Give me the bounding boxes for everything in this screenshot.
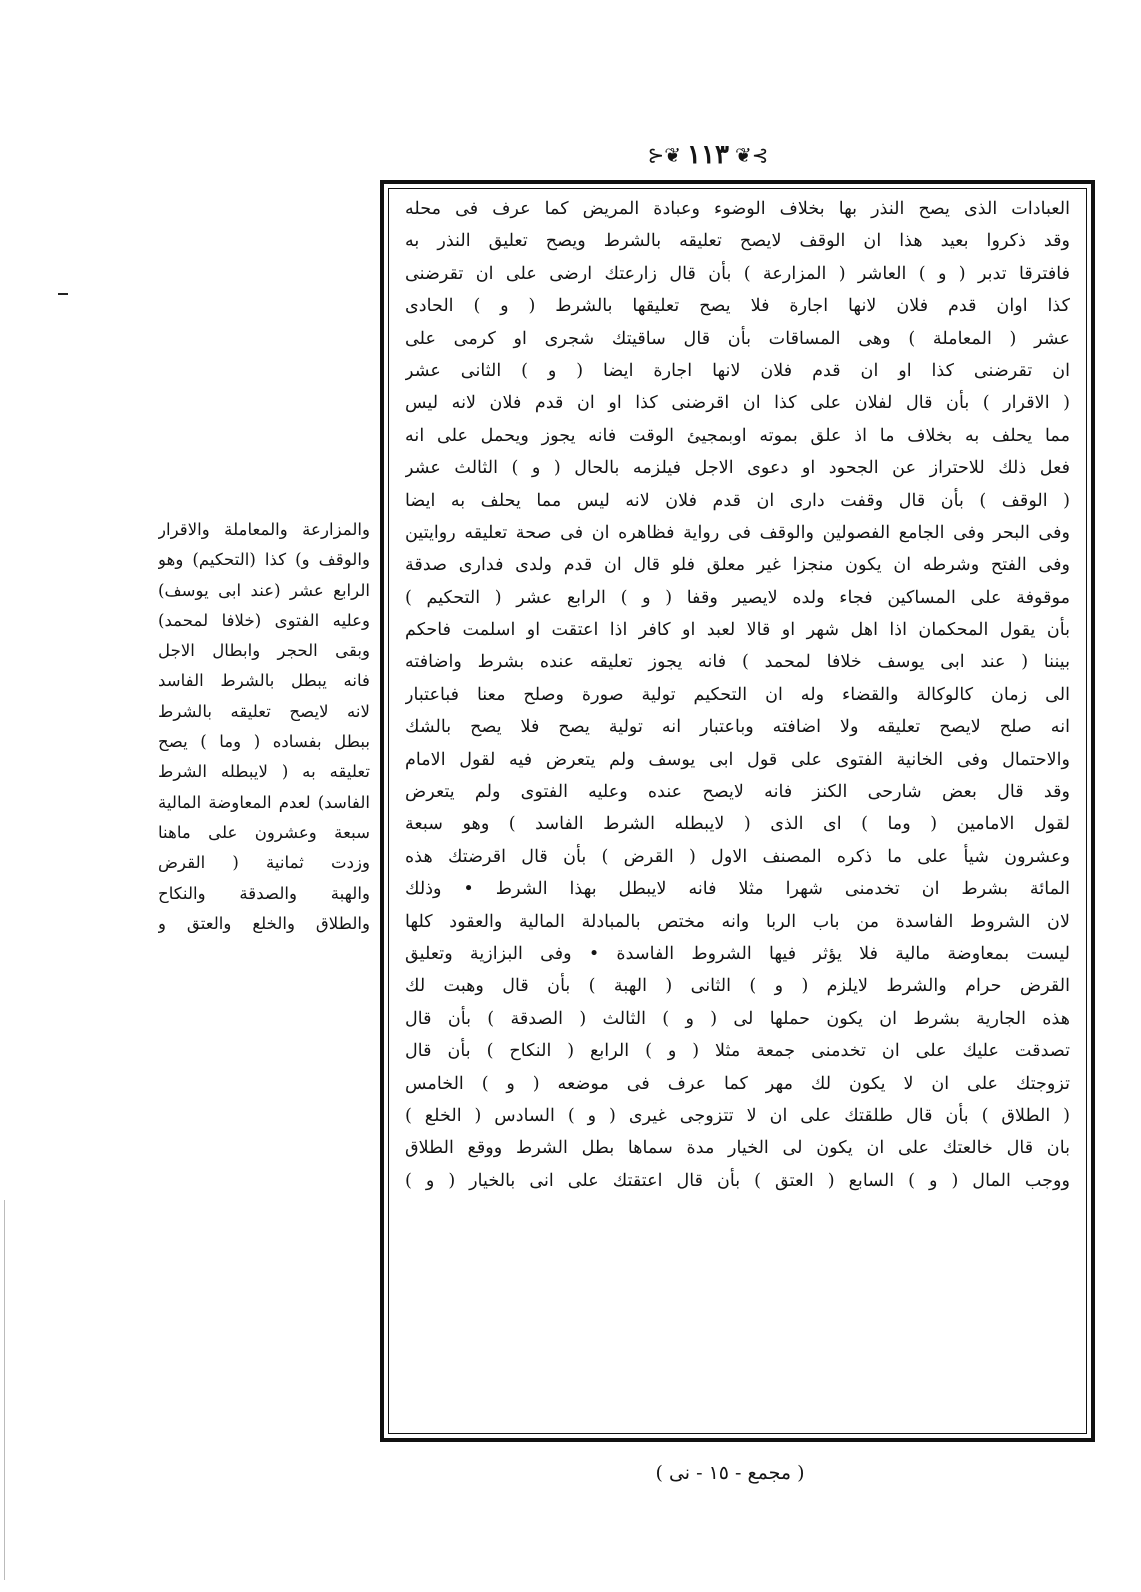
main-text-line: بيننا ( عند ابى يوسف خلافا لمحمد ) فانه يجوز تعليقه عنده بشرط واضافته (405, 652, 1070, 673)
main-text-line: وقد ذكروا بعيد هذا ان الوقف لايصح تعليقه بالشرط ويصح تعليق النذر به (405, 231, 1070, 252)
side-commentary (158, 515, 370, 939)
signature-mark: ( مجمع - ١٥ - نى ) (655, 1462, 805, 1484)
main-text-line: انه صلح لايصح تعليقه ولا اضافته وباعتبار انه تولية يصح فلا يصح بالشك (405, 717, 1070, 738)
main-text-line: كذا اوان قدم فلان لانها اجارة فلا يصح تعليقها بالشرط ( و ) الحادى (405, 296, 1070, 317)
main-text-line: ( الطلاق ) بأن قال طلقتك على ان لا تتزوجى غيرى ( و ) السادس ( الخلع ) (405, 1105, 1070, 1126)
main-text-frame-inner (388, 188, 1087, 1434)
main-text-line: ان تقرضنى كذا او ان قدم فلان لانها اجارة ايضا ( و ) الثانى عشر (405, 360, 1070, 381)
main-text-line: هذه الجارية بشرط ان يكون حملها لى ( و ) الثالث ( الصدقة ) بأن قال (405, 1008, 1070, 1029)
main-text-line: ووجب المال ( و ) السابع ( العتق ) بأن قال اعتقتك على انى بالخيار ( و ) (405, 1170, 1070, 1191)
side-text-line: والطلاق والخلع والعتق و (158, 913, 370, 933)
side-text-line: الفاسد) لعدم المعاوضة المالية (158, 792, 370, 812)
main-text-line: بان قال خالعتك على ان يكون لى الخيار مدة سماها بطل الشرط ووقع الطلاق (405, 1138, 1070, 1159)
main-text-line: الى زمان كالوكالة والقضاء وله ان التحكيم تولية صورة وصلح معنا فباعتبار (405, 684, 1070, 705)
side-text-line: ببطل بفساده ( وما ) يصح (158, 732, 370, 752)
main-text-line: ليست بمعاوضة مالية فلا يؤثر فيها الشروط الفاسدة • وفى البزازية وتعليق (405, 943, 1070, 964)
main-text-line: ( الاقرار ) بأن قال لفلان على كذا ان اقرضنى كذا او ان قدم فلان لانه ليس (405, 393, 1070, 414)
main-text-body (405, 193, 1070, 1197)
side-text-line: سبعة وعشرون على ماهنا (158, 822, 370, 842)
main-text-line: وفى الفتح وشرطه ان يكون منجزا غير معلق فلو قال ان قدم ولدى فدارى صدقة (405, 555, 1070, 576)
main-text-line: عشر ( المعاملة ) وهى المساقات بأن قال ساقيتك شجرى او كرمى على (405, 328, 1070, 349)
main-text-line: العبادات الذى يصح النذر بها بخلاف الوضوء وعبادة المريض كما عرف فى محله (405, 199, 1070, 219)
side-text-line: والوقف و) كذا (التحكيم) وهو (158, 550, 370, 570)
main-text-line: وعشرون شيأ على ما ذكره المصنف الاول ( القرض ) بأن قال اقرضتك هذه (405, 846, 1070, 867)
main-text-line: ( الوقف ) بأن قال وقفت دارى ان قدم فلان لانه ليس مما يحلف به ايضا (405, 490, 1070, 511)
main-text-line: المائة بشرط ان تخدمنى شهرا مثلا فانه لايبطل بهذا الشرط • وذلك (405, 879, 1070, 900)
main-text-line: لان الشروط الفاسدة من باب الربا وانه مختص بالمبادلة المالية والعقود كلها (405, 911, 1070, 932)
main-text-line: مما يحلف به بخلاف ما اذ علق بموته اوبمجيئ الوقت فانه يجوز ويحمل على انه (405, 425, 1070, 446)
ornament-right: ❦⊰ (734, 143, 769, 167)
page-number (640, 138, 776, 172)
side-text-line: وعليه الفتوى (خلافا لمحمد) (158, 610, 370, 630)
main-text-line: تصدقت عليك على ان تخدمنى جمعة مثلا ( و ) الرابع ( النكاح ) بأن قال (405, 1041, 1070, 1062)
side-text-line: وبقى الحجر وابطال الاجل (158, 641, 370, 661)
main-text-line: موقوفة على المساكين فجاء ولده لايصير وقفا ( و ) الرابع عشر ( التحكيم ) (405, 587, 1070, 608)
side-text-line: الرابع عشر (عند ابى يوسف) (158, 580, 370, 600)
main-text-line: القرض حرام والشرط لايلزم ( و ) الثانى ( الهبة ) بأن قال وهبت لك (405, 976, 1070, 997)
side-text-line: والمزارعة والمعاملة والاقرار (158, 520, 370, 539)
page-edge-line (4, 1200, 5, 1580)
main-text-line: فعل ذلك للاحتراز عن الجحود او دعوى الاجل فيلزمه بالحال ( و ) الثالث عشر (405, 458, 1070, 479)
main-text-line: بأن يقول المحكمان اذا اهل شهر او قالا لعبد او كافر اذا اعتقت او اسلمت فاحكم (405, 620, 1070, 641)
main-text-line: وفى البحر وفى الجامع الفصولين والوقف فى رواية فظاهره ان فى صحة تعليقه روايتين (405, 522, 1070, 543)
main-text-line: لقول الامامين ( وما ) اى الذى ( لايبطله الشرط الفاسد ) وهو سبعة (405, 814, 1070, 835)
main-text-line: فافترقا تدبر ( و ) العاشر ( المزارعة ) بأن قال زارعتك ارضى على ان تقرضنى (405, 263, 1070, 284)
main-text-line: تزوجتك على ان لا يكون لك مهر كما عرف فى موضعه ( و ) الخامس (405, 1073, 1070, 1094)
side-text-line: والهبة والصدقة والنكاح (158, 883, 370, 903)
side-text-line: لانه لايصح تعليقه بالشرط (158, 701, 370, 721)
side-text-line: وزدت ثمانية ( القرض (158, 853, 370, 873)
main-text-frame (380, 180, 1095, 1442)
side-text-line: فانه يبطل بالشرط الفاسد (158, 671, 370, 691)
page-number-value: ١١٣ (687, 140, 729, 170)
ornament-left: ⊱❦ (647, 143, 682, 167)
side-text-line: تعليقه به ( لايبطله الشرط (158, 762, 370, 782)
main-text-line: والاحتمال وفى الخانية الفتوى على قول ابى يوسف ولم يتعرض فيه لقول الامام (405, 749, 1070, 770)
main-text-line: وقد قال بعض شارحى الكنز فانه لايصح عنده وعليه الفتوى ولم يتعرض (405, 782, 1070, 803)
margin-mark (58, 293, 68, 295)
